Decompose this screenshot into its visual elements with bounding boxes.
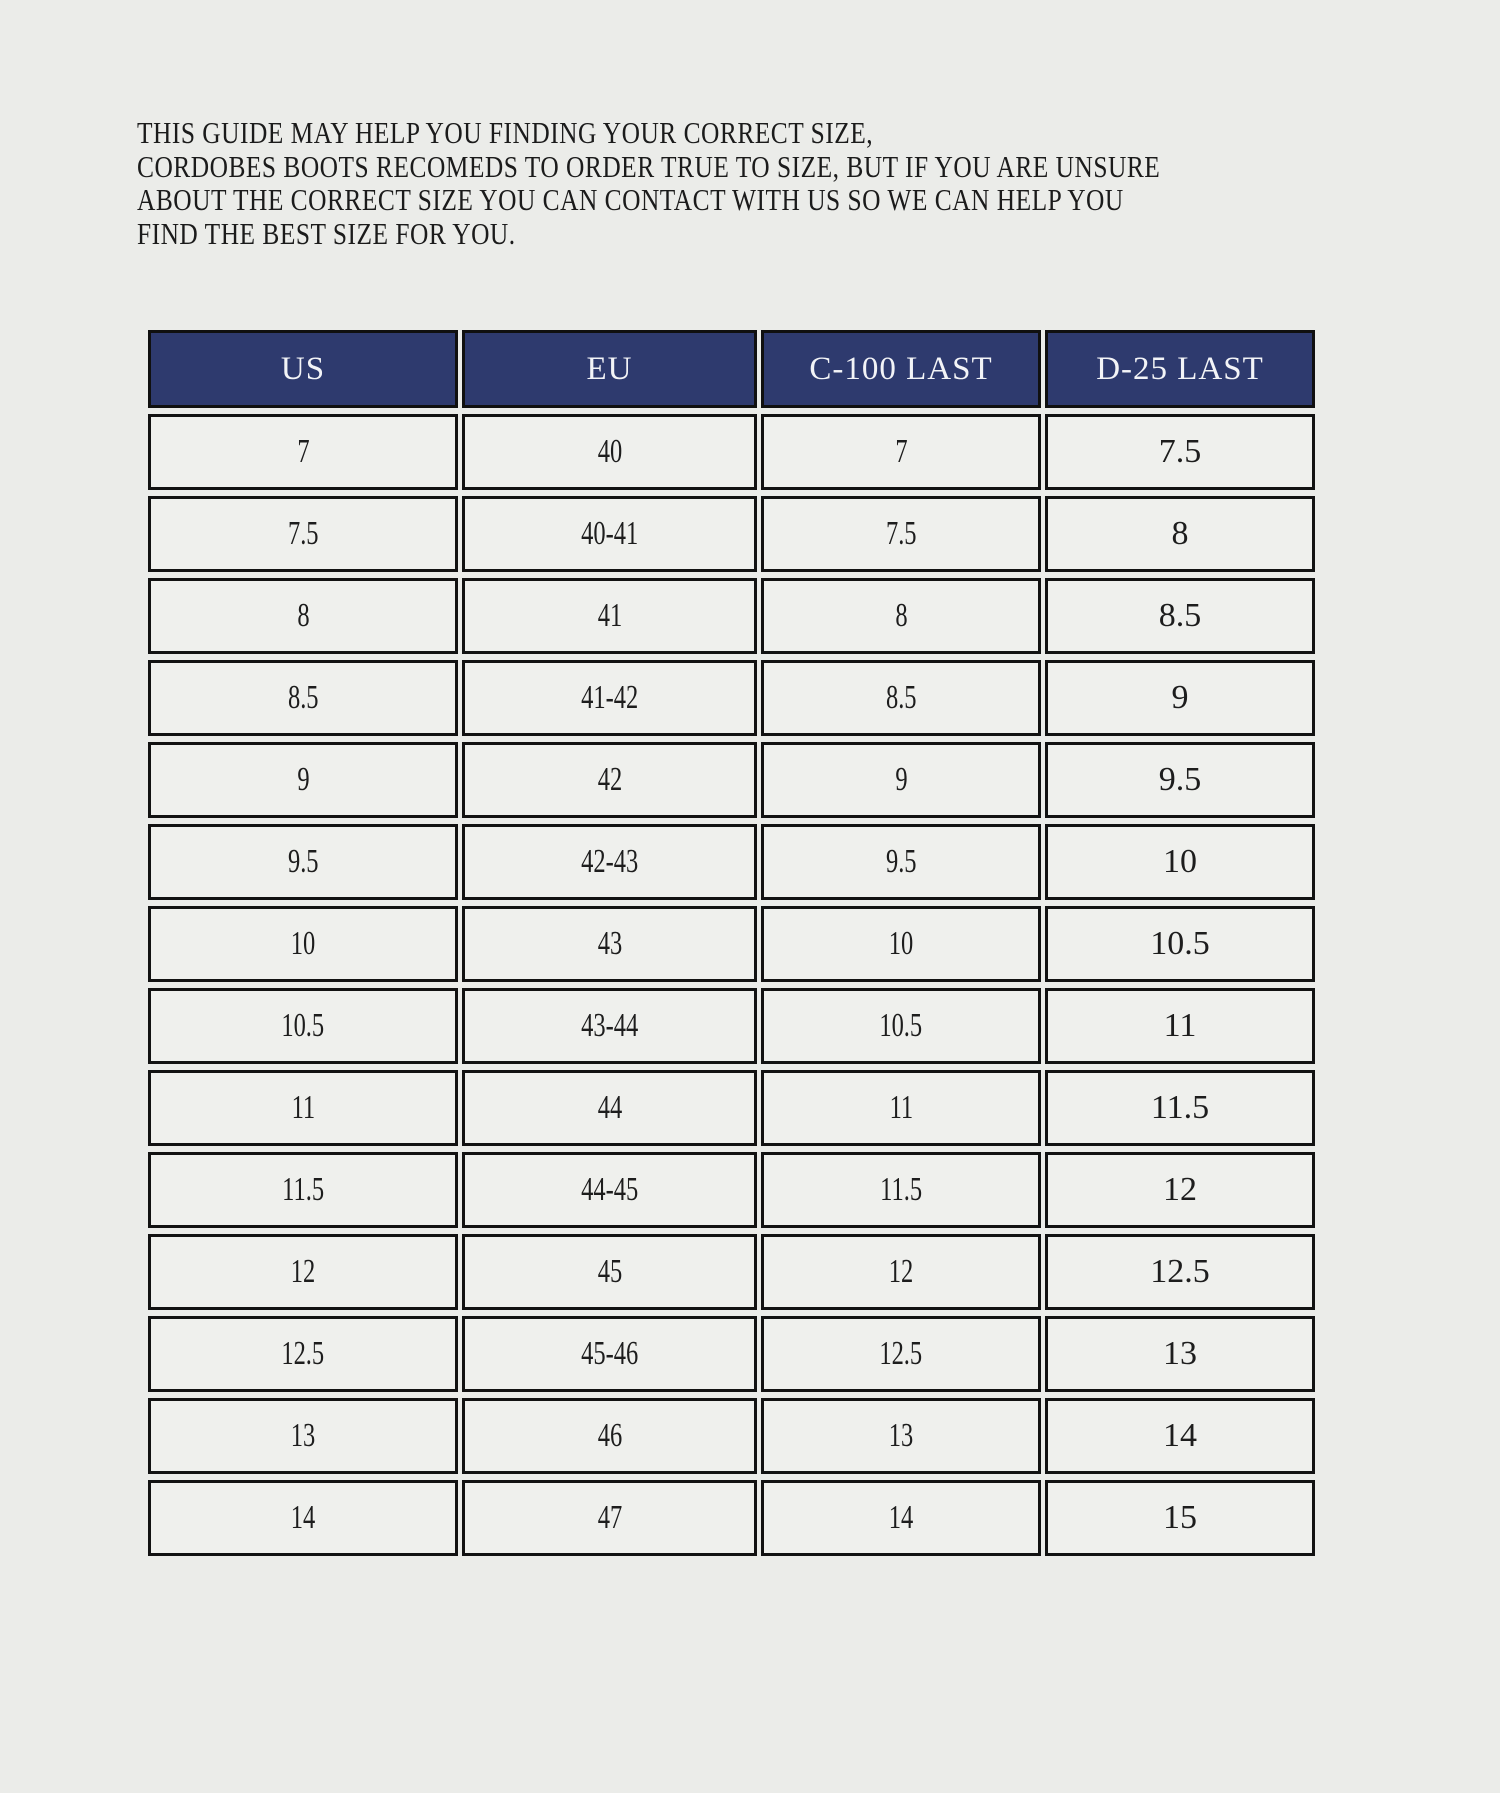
cell-value: 14: [888, 1499, 914, 1536]
cell-value: 46: [597, 1417, 622, 1454]
cell-value: 10.5: [879, 1007, 923, 1044]
cell-value: 15: [1163, 1499, 1197, 1536]
intro-line: FIND THE BEST SIZE FOR YOU.: [137, 215, 516, 251]
table-cell: [148, 1070, 458, 1146]
table-cell: [148, 1152, 458, 1228]
table-cell: [462, 742, 757, 818]
intro-line: CORDOBES BOOTS RECOMEDS TO ORDER TRUE TO SIZE, BUT IF YOU ARE UNSURE: [137, 148, 1161, 184]
table-cell: [148, 1480, 458, 1556]
cell-value: 7: [894, 433, 908, 470]
cell-value: 12: [290, 1253, 316, 1290]
cell-value: 10.5: [1150, 925, 1210, 962]
table-cell: [1045, 414, 1315, 490]
cell-value: 12: [1163, 1171, 1197, 1208]
table-cell: [148, 742, 458, 818]
table-cell: [462, 906, 757, 982]
table-cell: [761, 824, 1041, 900]
cell-value: 10: [888, 925, 914, 962]
table-cell: [148, 578, 458, 654]
table-cell: [462, 578, 757, 654]
cell-value: 9.5: [1158, 761, 1202, 798]
cell-value: 7: [296, 433, 310, 470]
table-header-c100: C-100 LAST: [761, 330, 1041, 408]
cell-value: 12.5: [879, 1335, 923, 1372]
cell-value: 11: [889, 1089, 913, 1126]
table-cell: [462, 1480, 757, 1556]
table-cell: [761, 660, 1041, 736]
table-cell: [148, 496, 458, 572]
cell-value: 8.5: [885, 679, 917, 716]
cell-value: 40-41: [580, 515, 639, 552]
table-cell: [462, 414, 757, 490]
cell-value: 43-44: [580, 1007, 639, 1044]
intro-line: THIS GUIDE MAY HELP YOU FINDING YOUR CORRECT SIZE,: [137, 115, 874, 150]
cell-value: 45-46: [580, 1335, 639, 1372]
table-cell: [761, 742, 1041, 818]
cell-value: 7.5: [1158, 433, 1202, 470]
cell-value: 42-43: [580, 843, 639, 880]
table-cell: [761, 414, 1041, 490]
cell-value: 44: [597, 1089, 622, 1126]
cell-value: 44-45: [580, 1171, 639, 1208]
cell-value: 10: [290, 925, 316, 962]
cell-value: 45: [597, 1253, 622, 1290]
table-cell: [1045, 1316, 1315, 1392]
cell-value: 8.5: [287, 679, 319, 716]
table-cell: [761, 1152, 1041, 1228]
table-cell: [148, 660, 458, 736]
table-cell: [148, 1316, 458, 1392]
table-cell: [1045, 660, 1315, 736]
cell-value: 9.5: [885, 843, 917, 880]
cell-value: 13: [290, 1417, 316, 1454]
cell-value: 11: [291, 1089, 315, 1126]
table-cell: [462, 1398, 757, 1474]
cell-value: 9: [1171, 679, 1189, 716]
cell-value: 11.5: [282, 1171, 324, 1208]
table-cell: [1045, 578, 1315, 654]
cell-value: 43: [597, 925, 622, 962]
table-cell: [462, 1152, 757, 1228]
cell-value: 12: [888, 1253, 914, 1290]
table-cell: [462, 824, 757, 900]
table-cell: [1045, 1398, 1315, 1474]
cell-value: 8: [1171, 515, 1189, 552]
table-header-eu: EU: [462, 330, 757, 408]
table-cell: [1045, 906, 1315, 982]
intro-line: ABOUT THE CORRECT SIZE YOU CAN CONTACT WITH US SO WE CAN HELP YOU: [137, 182, 1124, 217]
cell-value: 11.5: [1150, 1089, 1210, 1126]
table-cell: [148, 414, 458, 490]
intro-text: [137, 116, 1385, 250]
table-cell: [1045, 1234, 1315, 1310]
table-cell: [761, 1234, 1041, 1310]
cell-value: 47: [597, 1499, 622, 1536]
table-cell: [1045, 1152, 1315, 1228]
cell-value: 10.5: [281, 1007, 325, 1044]
cell-value: 8: [296, 597, 310, 634]
table-cell: [148, 1398, 458, 1474]
table-cell: [148, 1234, 458, 1310]
cell-value: 41-42: [580, 679, 639, 716]
cell-value: 8: [894, 597, 908, 634]
table-cell: [1045, 496, 1315, 572]
cell-value: 12.5: [281, 1335, 325, 1372]
table-cell: [462, 1234, 757, 1310]
cell-value: 10: [1163, 843, 1197, 880]
table-cell: [761, 1480, 1041, 1556]
table-cell: [761, 578, 1041, 654]
table-cell: [1045, 742, 1315, 818]
table-cell: [1045, 988, 1315, 1064]
table-cell: [148, 906, 458, 982]
cell-value: 7.5: [287, 515, 319, 552]
cell-value: 12.5: [1150, 1253, 1210, 1290]
cell-value: 13: [1163, 1335, 1197, 1372]
cell-value: 13: [888, 1417, 914, 1454]
table-cell: [462, 1070, 757, 1146]
cell-value: 11: [1163, 1007, 1197, 1044]
table-cell: [148, 824, 458, 900]
table-cell: [761, 1070, 1041, 1146]
size-guide-table: [148, 330, 1315, 1556]
cell-value: 42: [597, 761, 622, 798]
cell-value: 9.5: [287, 843, 319, 880]
table-cell: [462, 988, 757, 1064]
table-cell: [1045, 1480, 1315, 1556]
table-header-d25: D-25 LAST: [1045, 330, 1315, 408]
cell-value: 11.5: [880, 1171, 922, 1208]
table-cell: [761, 988, 1041, 1064]
cell-value: 41: [597, 597, 622, 634]
table-cell: [148, 988, 458, 1064]
table-cell: [462, 496, 757, 572]
table-cell: [761, 906, 1041, 982]
table-cell: [462, 1316, 757, 1392]
table-cell: [1045, 824, 1315, 900]
cell-value: 9: [296, 761, 310, 798]
table-cell: [462, 660, 757, 736]
table-cell: [1045, 1070, 1315, 1146]
table-cell: [761, 496, 1041, 572]
table-cell: [761, 1398, 1041, 1474]
table-cell: [761, 1316, 1041, 1392]
cell-value: 7.5: [885, 515, 917, 552]
cell-value: 9: [894, 761, 908, 798]
table-header-us: US: [148, 330, 458, 408]
cell-value: 40: [597, 433, 622, 470]
cell-value: 14: [290, 1499, 316, 1536]
cell-value: 14: [1163, 1417, 1197, 1454]
cell-value: 8.5: [1158, 597, 1202, 634]
